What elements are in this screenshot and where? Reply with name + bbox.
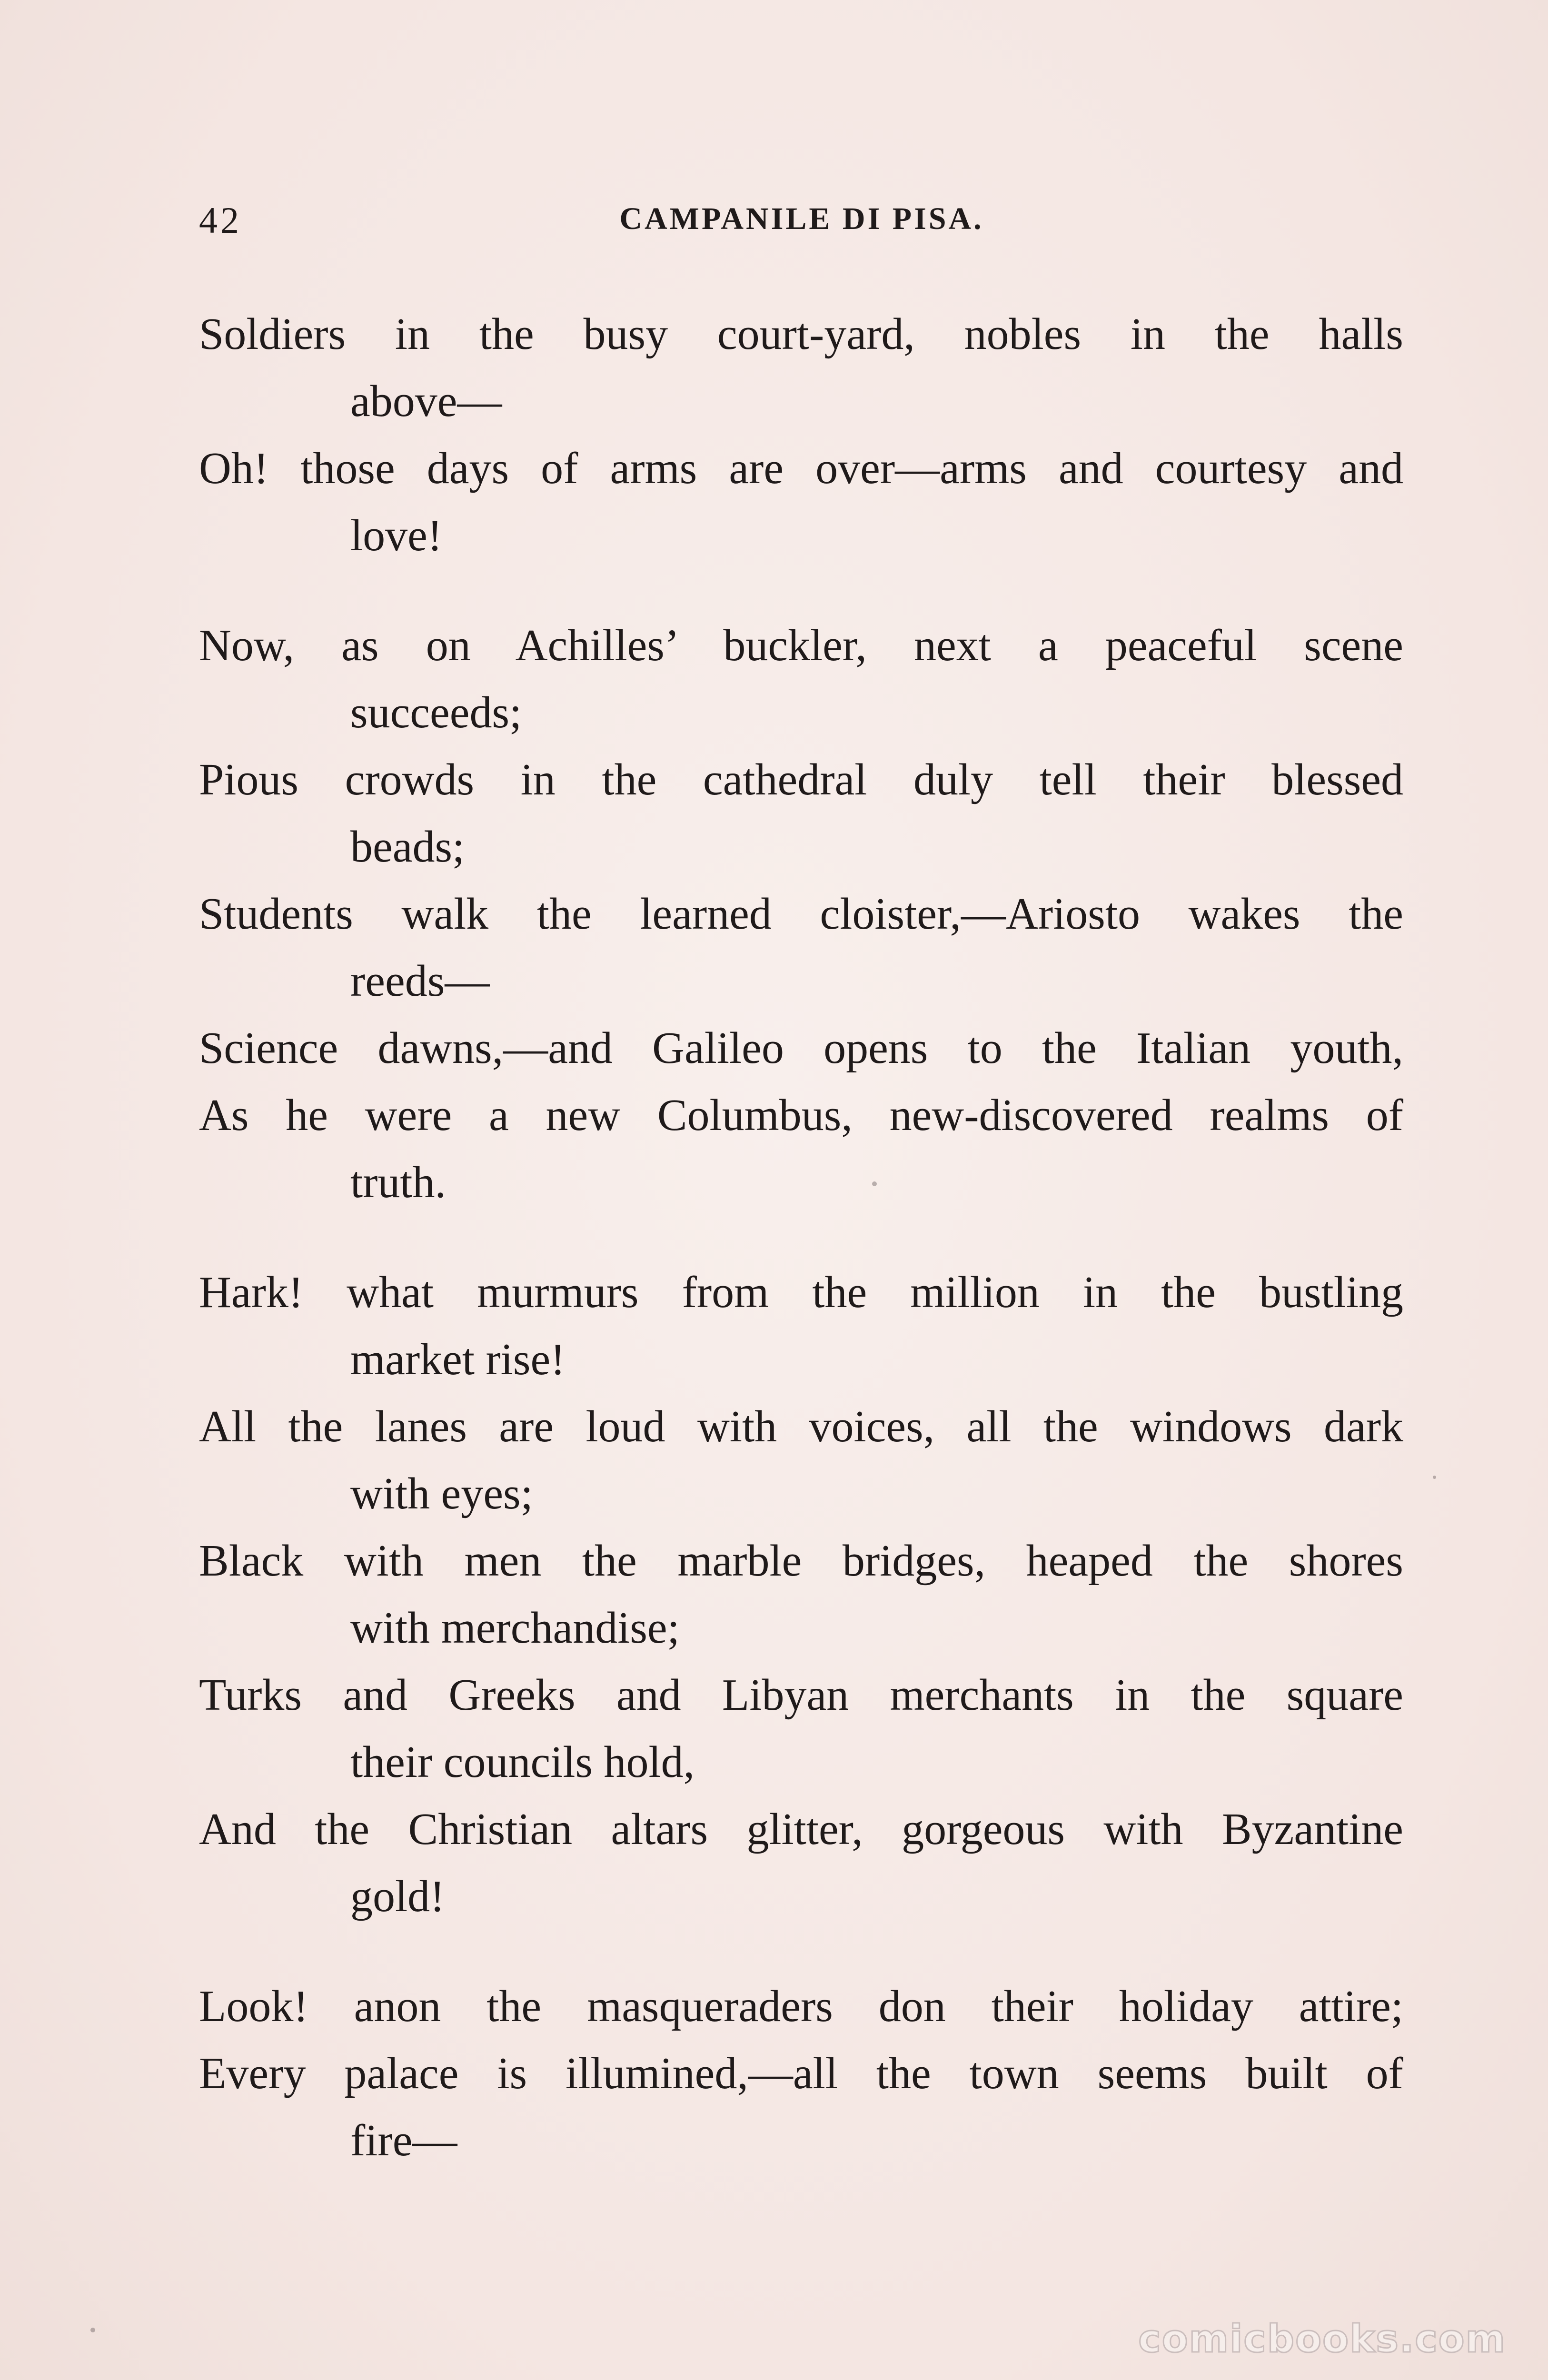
verse-line: Science dawns,—and Galileo opens to the Italian youth, — [199, 1023, 1403, 1073]
verse-line: Every palace is illumined,—all the town seems built of — [199, 2049, 1403, 2098]
verse-continuation: love! — [350, 511, 443, 560]
poem-body — [199, 301, 1403, 2217]
verse — [199, 435, 1403, 569]
verse-continuation: above— — [350, 377, 502, 426]
verse — [199, 2040, 1403, 2174]
verse-continuation: market rise! — [350, 1335, 566, 1384]
stanza — [199, 1973, 1403, 2174]
watermark-logo: comicbooks.com — [1138, 2317, 1506, 2361]
paper-speck — [90, 2328, 95, 2332]
verse-continuation: reeds— — [350, 956, 490, 1006]
verse-continuation: with merchandise; — [350, 1603, 680, 1653]
verse — [199, 881, 1403, 1015]
running-header — [199, 199, 1404, 251]
verse — [199, 1082, 1403, 1216]
verse — [199, 1973, 1403, 2040]
verse-line: And the Christian altars glitter, gorgeous with Byzantine — [199, 1805, 1403, 1854]
verse-line: Students walk the learned cloister,—Ariosto wakes the — [199, 889, 1403, 939]
page-number: 42 — [199, 199, 242, 241]
verse-line: All the lanes are loud with voices, all the windows dark — [199, 1402, 1403, 1451]
verse-continuation: their councils hold, — [350, 1737, 695, 1787]
verse — [199, 1527, 1403, 1662]
verse-line: Oh! those days of arms are over—arms and courtesy and — [199, 444, 1403, 493]
verse-line: Look! anon the masqueraders don their holiday attire; — [199, 1982, 1403, 2031]
verse — [199, 1259, 1403, 1393]
stanza — [199, 612, 1403, 1216]
verse — [199, 1662, 1403, 1796]
verse-line: Black with men the marble bridges, heaped the shores — [199, 1536, 1403, 1586]
verse-continuation: with eyes; — [350, 1469, 533, 1518]
verse — [199, 1796, 1403, 1930]
verse — [199, 1015, 1403, 1082]
verse — [199, 746, 1403, 881]
verse — [199, 612, 1403, 746]
verse-continuation: gold! — [350, 1872, 445, 1921]
stanza — [199, 301, 1403, 569]
verse-line: Soldiers in the busy court-yard, nobles in the halls — [199, 309, 1403, 359]
verse-continuation: fire— — [350, 2116, 457, 2165]
verse — [199, 301, 1403, 435]
verse-continuation: beads; — [350, 822, 465, 872]
verse-line: Turks and Greeks and Libyan merchants in the square — [199, 1670, 1403, 1720]
paper-speck — [1433, 1476, 1436, 1479]
verse-line: Now, as on Achilles’ buckler, next a peaceful scene — [199, 621, 1403, 670]
verse-continuation: truth. — [350, 1158, 447, 1207]
verse-line: Hark! what murmurs from the million in the bustling — [199, 1268, 1403, 1317]
paper-speck — [872, 1181, 877, 1186]
stanza — [199, 1259, 1403, 1930]
verse — [199, 1393, 1403, 1527]
running-title: CAMPANILE DI PISA. — [619, 201, 984, 236]
verse-line: As he were a new Columbus, new-discovered realms of — [199, 1091, 1403, 1140]
verse-continuation: succeeds; — [350, 688, 522, 737]
verse-line: Pious crowds in the cathedral duly tell their blessed — [199, 755, 1403, 804]
